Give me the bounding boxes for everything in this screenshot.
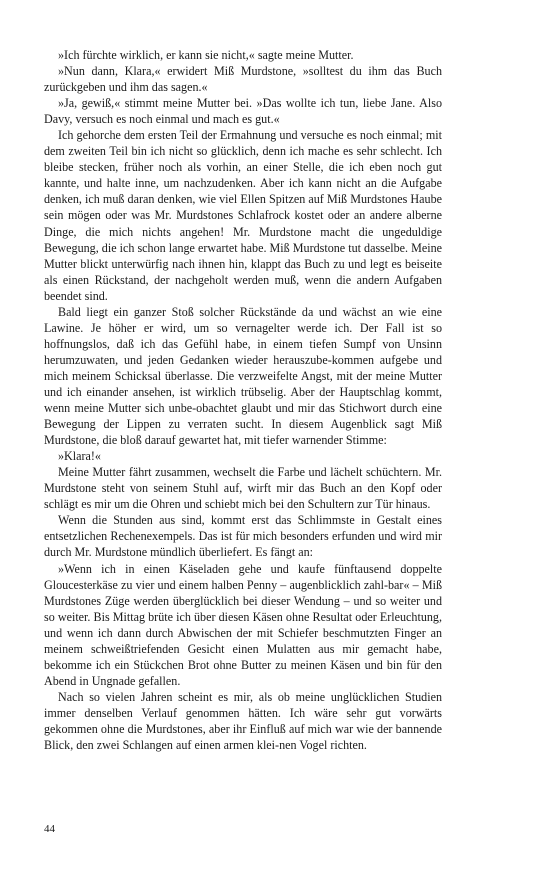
paragraph: Wenn die Stunden aus sind, kommt erst das Schlimmste in Gestalt eines entsetzlichen Rechenexempels. Das ist für mich besonders erfunden und wird mir durch Mr. Murdstone mündlich überliefert. Es fängt an: — [44, 513, 442, 560]
paragraph: »Ich fürchte wirklich, er kann sie nicht,« sagte meine Mutter. — [58, 48, 354, 62]
paragraph: »Klara!« — [58, 449, 101, 464]
paragraph: Bald liegt ein ganzer Stoß solcher Rückstände da und wächst an wie eine Lawine. Je höher er wird, um so vernagelter werde ich. Der Fall ist so hoffnungslos, daß ich das Gefühl habe, in einem tiefen Sumpf von Unsinn herumzuwaten, und jeden Gedanken wieder herauszube-kommen aufgebe und mich meinem Schicksal überlasse. Die verzweifelte Angst, mit der meine Mutter und ich einander ansehen, ist wirklich trübselig. Aber der Hauptschlag kommt, wenn meine Mutter sich unbe-obachtet glaubt und mir das Stichwort durch eine Bewegung der Lippen zu verraten sucht. In diesem Augenblick sagt Miß Murdstone, die bloß darauf gewartet hat, mit tiefer warnender Stimme: — [44, 304, 442, 448]
paragraph: Ich gehorche dem ersten Teil der Ermahnung und versuche es noch einmal; mit dem zweiten Teil bin ich nicht so glücklich, denn ich mache es sehr schlecht. Ich bleibe stecken, früher noch als vorhin, an einer Stelle, die ich eben noch gut kannte, und halte inne, um nachzudenken. Aber ich kann nicht an die Aufgabe denken, ich muß daran denken, wie viel Ellen Spitzen auf Miß Murdstones Haube sein mögen oder was Mr. Murdstones Schlafrock kostet oder an andere alberne Dinge, die mich nichts angehen! Mr. Murdstone macht die ungeduldige Bewegung, die ich schon lange erwartet habe. Miß Murdstone tut dasselbe. Meine Mutter blickt unterwürfig nach ihnen hin, klappt das Buch zu und legt es beiseite als einen Rückstand, der nachgeholt werden muß, wenn die andern Aufgaben beendet sind. — [44, 128, 442, 303]
paragraph: Nach so vielen Jahren scheint es mir, als ob meine unglücklichen Studien immer denselben Verlauf genommen hätten. Ich wäre sehr gut vorwärts gekommen ohne die Murdstones, aber ihr Einfluß auf mich war wie der bannende Blick, den zwei Schlangen auf einen armen klei-nen Vogel richten. — [44, 689, 442, 753]
paragraph: »Ja, gewiß,« stimmt meine Mutter bei. »Das wollte ich tun, liebe Jane. Also Davy, versuch es noch einmal und mach es gut.« — [44, 96, 442, 127]
page-number: 44 — [44, 823, 55, 835]
paragraph: »Wenn ich in einen Käseladen gehe und kaufe fünftausend doppelte Gloucesterkäse zu vier und einem halben Penny – augenblicklich zahl-bar« – Miß Murdstones Züge werden überglücklich bei dieser Wendung – und so weiter und so weiter. Bis Mittag brüte ich über diesen Käsen ohne Resultat oder Erleuchtung, und wenn ich dann durch Abwischen der mit Schiefer beschmutzten Finger an meinem schweißtriefenden Gesicht einen Mulatten aus mir gemacht habe, bekomme ich ein Stückchen Brot ohne Butter zu meinen Käsen und bin für den Abend in Ungnade gefallen. — [44, 561, 442, 688]
paragraph: Meine Mutter fährt zusammen, wechselt die Farbe und lächelt schüchtern. Mr. Murdstone steht von seinem Stuhl auf, wirft mir das Buch an den Kopf oder schlägt es mir um die Ohren und schiebt mich bei den Schultern zur Tür hinaus. — [44, 465, 442, 512]
paragraph: »Nun dann, Klara,« erwidert Miß Murdstone, »solltest du ihm das Buch zurückgeben und ihm das sagen.« — [44, 64, 442, 95]
page-body — [44, 47, 442, 753]
